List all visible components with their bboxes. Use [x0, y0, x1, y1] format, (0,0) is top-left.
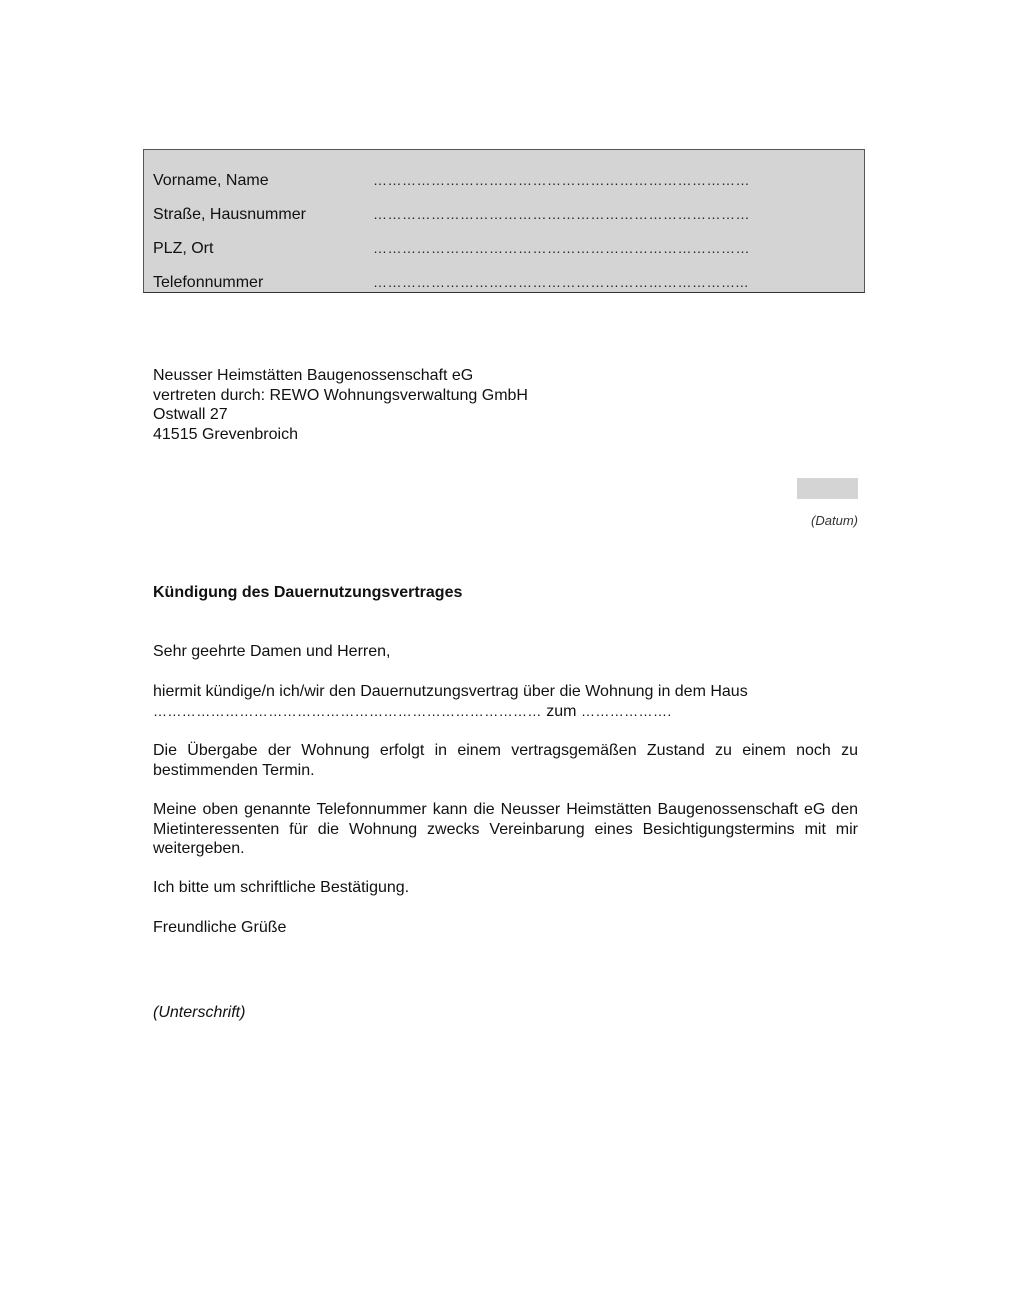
recipient-line-street: Ostwall 27 [153, 406, 228, 424]
field-label-name: Vorname, Name [153, 172, 269, 189]
handover-paragraph: Die Übergabe der Wohnung erfolgt in einem vertragsgemäßen Zustand zu einem noch zu bestimmenden Termin. [153, 742, 858, 779]
field-row-phone [153, 274, 853, 296]
recipient-line-city: 41515 Grevenbroich [153, 426, 298, 444]
field-row-name [153, 172, 853, 194]
recipient-line-company: Neusser Heimstätten Baugenossenschaft eG [153, 367, 474, 384]
letter-subject: Kündigung des Dauernutzungsvertrages [153, 584, 463, 601]
house-address-field[interactable]: ……………………………………………………………………… [153, 702, 542, 719]
recipient-line-representative: vertreten durch: REWO Wohnungsverwaltung GmbH [153, 386, 528, 404]
phone-consent-paragraph: Meine oben genannte Telefonnummer kann die Neusser Heimstätten Baugenossenschaft eG den Mietinteressenten für die Wohnung zwecks Vereinbarung eines Besichtigungstermins mit mir weitergeben. [153, 801, 858, 858]
field-input-phone[interactable]: …………………………………………………………………... [373, 274, 749, 290]
field-row-city [153, 240, 853, 262]
date-field[interactable] [797, 478, 858, 499]
termination-text: hiermit kündige/n ich/wir den Dauernutzungsvertrag über die Wohnung in dem Haus [153, 683, 748, 700]
field-label-street: Straße, Hausnummer [153, 206, 306, 223]
date-label: (Datum) [811, 513, 858, 528]
confirmation-request: Ich bitte um schriftliche Bestätigung. [153, 879, 410, 896]
sender-fields-box [143, 149, 865, 293]
signature-label: (Unterschrift) [153, 1004, 246, 1021]
zum-label: zum [546, 702, 577, 720]
salutation: Sehr geehrte Damen und Herren, [153, 643, 391, 660]
field-input-name[interactable]: …………………………………………………………………… [373, 172, 750, 188]
field-label-phone: Telefonnummer [153, 274, 264, 291]
termination-fill-line [153, 702, 858, 722]
termination-date-field[interactable]: ………………. [580, 702, 672, 719]
recipient-address [153, 366, 528, 445]
field-input-street[interactable]: …………………………………………………………………… [373, 206, 750, 222]
closing: Freundliche Grüße [153, 919, 287, 936]
field-label-city: PLZ, Ort [153, 240, 214, 257]
field-row-street [153, 206, 853, 228]
termination-paragraph [153, 682, 858, 721]
field-input-city[interactable]: …………………………………………………………………… [373, 240, 750, 256]
